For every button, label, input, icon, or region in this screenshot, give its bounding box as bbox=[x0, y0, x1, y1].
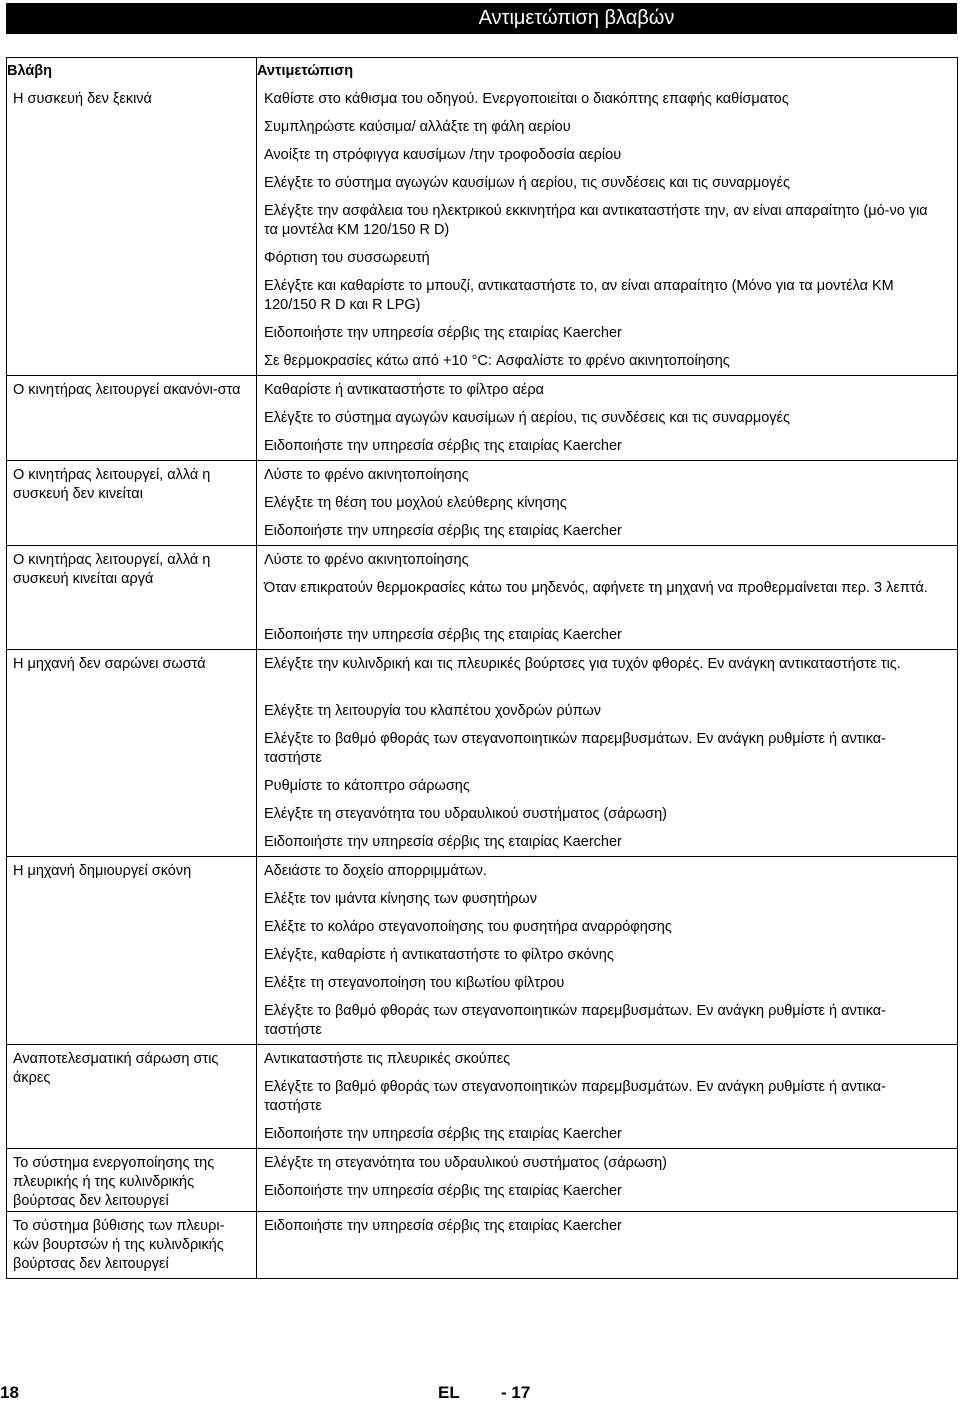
fault-cell: Η μηχανή δεν σαρώνει σωστά bbox=[7, 650, 257, 857]
fault-row bbox=[7, 546, 958, 650]
remedy-item: Ελέγξτε το βαθμό φθοράς των στεγανοποιητικών παρεμβυσμάτων. Εν ανάγκη ρυθμίστε ή αντικα-ταστήστε bbox=[264, 1079, 887, 1114]
remedy-cell bbox=[257, 461, 958, 546]
table-header-row bbox=[7, 58, 958, 86]
remedy-item: Ελέγξτε και καθαρίστε το μπουζί, αντικαταστήστε το, αν είναι απαραίτητο (Μόνο για τα μοντέλα KM 120/150 R D και R LPG) bbox=[264, 278, 894, 313]
fault-row bbox=[7, 1045, 958, 1149]
fault-cell: Η μηχανή δημιουργεί σκόνη bbox=[7, 857, 257, 1045]
remedy-item: Ελέγξτε, καθαρίστε ή αντικαταστήστε το φίλτρο σκόνης bbox=[264, 947, 614, 963]
remedy-item: Φόρτιση του συσσωρευτή bbox=[264, 250, 430, 266]
fault-cell: Ο κινητήρας λειτουργεί ακανόνι-στα bbox=[7, 376, 257, 461]
remedy-cell bbox=[257, 857, 958, 1045]
fault-row bbox=[7, 650, 958, 857]
remedy-item: Ελέγξτε το σύστημα αγωγών καυσίμων ή αερίου, τις συνδέσεις και τις συναρμογές bbox=[264, 175, 790, 191]
remedy-item: Ειδοποιήστε την υπηρεσία σέρβις της εταιρίας Kaercher bbox=[264, 1126, 622, 1142]
remedy-item: Καθίστε στο κάθισμα του οδηγού. Ενεργοποιείται ο διακόπτης επαφής καθίσματος bbox=[264, 91, 789, 107]
remedy-cell bbox=[257, 546, 958, 650]
remedy-item: Ελέγξτε την κυλινδρική και τις πλευρικές βούρτσες για τυχόν φθορές. Εν ανάγκη αντικαταστήστε τις. bbox=[264, 656, 901, 672]
remedy-item: Ειδοποιήστε την υπηρεσία σέρβις της εταιρίας Kaercher bbox=[264, 627, 622, 643]
remedy-item: Σε θερμοκρασίες κάτω από +10 °C: Ασφαλίστε το φρένο ακινητοποίησης bbox=[264, 353, 730, 369]
remedy-item: Ελέγξτε τη στεγανότητα του υδραυλικού συστήματος (σάρωση) bbox=[264, 806, 667, 822]
remedy-item: Ειδοποιήστε την υπηρεσία σέρβις της εταιρίας Kaercher bbox=[264, 1183, 622, 1199]
remedy-item: Ελέξτε το κολάρο στεγανοποίησης του φυσητήρα αναρρόφησης bbox=[264, 919, 672, 935]
remedy-item: Ειδοποιήστε την υπηρεσία σέρβις της εταιρίας Kaercher bbox=[264, 834, 622, 850]
remedy-item: Ειδοποιήστε την υπηρεσία σέρβις της εταιρίας Kaercher bbox=[264, 325, 622, 341]
fault-column-header: Βλάβη bbox=[7, 58, 257, 86]
remedy-item: Όταν επικρατούν θερμοκρασίες κάτω του μηδενός, αφήνετε τη μηχανή να προθερμαίνεται περ. 3 λεπτά. bbox=[264, 580, 928, 596]
remedy-item: Ειδοποιήστε την υπηρεσία σέρβις της εταιρίας Kaercher bbox=[264, 523, 622, 539]
troubleshooting-table bbox=[6, 57, 958, 1279]
fault-cell: Η συσκευή δεν ξεκινά bbox=[7, 85, 257, 376]
remedy-item: Ειδοποιήστε την υπηρεσία σέρβις της εταιρίας Kaercher bbox=[264, 438, 622, 454]
fault-row bbox=[7, 857, 958, 1045]
remedy-item: Καθαρίστε ή αντικαταστήστε το φίλτρο αέρα bbox=[264, 382, 544, 398]
remedy-cell bbox=[257, 376, 958, 461]
fault-row bbox=[7, 461, 958, 546]
remedy-cell bbox=[257, 1212, 958, 1279]
remedy-cell bbox=[257, 85, 958, 376]
remedy-item: Ελέξτε τον ιμάντα κίνησης των φυσητήρων bbox=[264, 891, 538, 907]
remedy-item: Ελέγξτε τη στεγανότητα του υδραυλικού συστήματος (σάρωση) bbox=[264, 1155, 667, 1171]
page-title: Αντιμετώπιση βλαβών bbox=[478, 7, 675, 29]
remedy-item: Λύστε το φρένο ακινητοποίησης bbox=[264, 552, 469, 568]
page-title-bar bbox=[6, 3, 957, 34]
remedy-item: Ελέγξτε την ασφάλεια του ηλεκτρικού εκκινητήρα και αντικαταστήστε την, αν είναι απαραίτητο (μό-νο για τα μοντέλα KM 120/150 R D) bbox=[264, 203, 928, 238]
remedy-item: Ελέγξτε το βαθμό φθοράς των στεγανοποιητικών παρεμβυσμάτων. Εν ανάγκη ρυθμίστε ή αντικα-ταστήστε bbox=[264, 731, 887, 766]
page-number: 18 bbox=[0, 1383, 19, 1402]
remedy-item: Συμπληρώστε καύσιμα/ αλλάξτε τη φάλη αερίου bbox=[264, 119, 571, 135]
fault-cell: Το σύστημα βύθισης των πλευρι-κών βουρτσών ή της κυλινδρικής βούρτσας δεν λειτουργεί bbox=[7, 1212, 257, 1279]
remedy-item: Ελέγξτε τη θέση του μοχλού ελεύθερης κίνησης bbox=[264, 495, 567, 511]
remedy-item: Ελέγξτε τη λειτουργία του κλαπέτου χονδρών ρύπων bbox=[264, 703, 601, 719]
fault-cell: Ο κινητήρας λειτουργεί, αλλά η συσκευή κινείται αργά bbox=[7, 546, 257, 650]
fault-cell: Αναποτελεσματική σάρωση στις άκρες bbox=[7, 1045, 257, 1149]
fault-row bbox=[7, 85, 958, 376]
fault-row bbox=[7, 376, 958, 461]
fault-row bbox=[7, 1212, 958, 1279]
remedy-item: Ελέξτε τη στεγανοποίηση του κιβωτίου φίλτρου bbox=[264, 975, 565, 991]
language-code: EL bbox=[438, 1383, 460, 1402]
fault-cell: Το σύστημα ενεργοποίησης της πλευρικής ή της κυλινδρικής βούρτσας δεν λειτουργεί bbox=[7, 1149, 257, 1212]
remedy-item: Λύστε το φρένο ακινητοποίησης bbox=[264, 467, 469, 483]
fault-row bbox=[7, 1149, 958, 1212]
remedy-column-header: Αντιμετώπιση bbox=[257, 58, 958, 86]
fault-cell: Ο κινητήρας λειτουργεί, αλλά η συσκευή δεν κινείται bbox=[7, 461, 257, 546]
remedy-item: Ρυθμίστε το κάτοπτρο σάρωσης bbox=[264, 778, 470, 794]
page-suffix: - 17 bbox=[501, 1383, 531, 1402]
remedy-item: Αδειάστε το δοχείο απορριμμάτων. bbox=[264, 863, 487, 879]
remedy-item: Ελέγξτε το σύστημα αγωγών καυσίμων ή αερίου, τις συνδέσεις και τις συναρμογές bbox=[264, 410, 790, 426]
remedy-item: Ειδοποιήστε την υπηρεσία σέρβις της εταιρίας Kaercher bbox=[264, 1218, 622, 1234]
remedy-item: Αντικαταστήστε τις πλευρικές σκούπες bbox=[264, 1051, 511, 1067]
remedy-cell bbox=[257, 1149, 958, 1212]
remedy-item: Ανοίξτε τη στρόφιγγα καυσίμων /την τροφοδοσία αερίου bbox=[264, 147, 622, 163]
remedy-cell bbox=[257, 1045, 958, 1149]
remedy-item: Ελέγξτε το βαθμό φθοράς των στεγανοποιητικών παρεμβυσμάτων. Εν ανάγκη ρυθμίστε ή αντικα-ταστήστε bbox=[264, 1003, 887, 1038]
remedy-cell bbox=[257, 650, 958, 857]
